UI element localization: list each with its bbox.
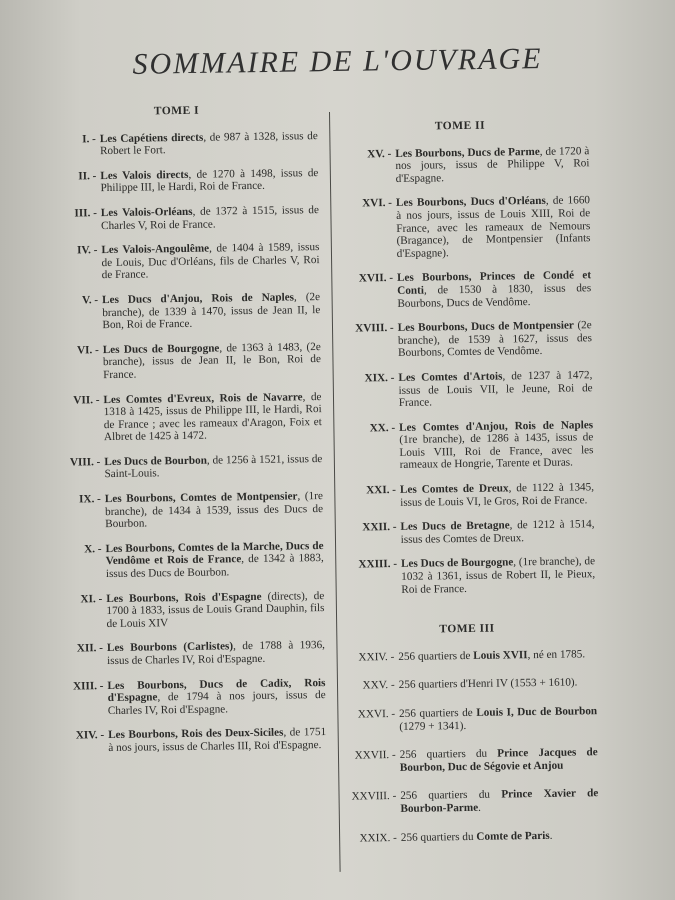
entry-title: Les Bourbons, Ducs de Montpensier <box>397 319 574 335</box>
entry-text <box>107 639 325 667</box>
entry-number: IX. - <box>79 493 101 506</box>
entry-description: , de 1751 à nos jours, issus de Charles III, Roi d'Espagne. <box>108 726 327 755</box>
toc-entry <box>339 677 597 693</box>
entry-description: , de 1404 à 1589, issus de Louis, Duc d'Orléans, fils de Charles V, Roi de France. <box>101 241 320 282</box>
entry-title: Les Comtes d'Artois <box>398 370 503 384</box>
toc-entry <box>38 291 321 333</box>
entry-title: Louis I, Duc de Bourbon <box>476 705 598 719</box>
toc-entry <box>334 369 593 410</box>
toc-entry <box>39 391 322 445</box>
entry-description: (directs), de 1700 à 1833, issus de Louis Grand Dauphin, fils de Louis XIV <box>106 589 325 630</box>
entry-text <box>106 590 325 631</box>
toc-entry <box>43 639 325 668</box>
entry-number: XIX. - <box>364 371 395 385</box>
entry-text <box>400 746 598 774</box>
toc-entry <box>333 270 592 311</box>
entry-description: , de 1372 à 1515, issus de Charles V, Roi de France. <box>100 204 319 232</box>
entry-prefix: 256 quartiers d'Henri IV <box>398 677 511 692</box>
toc-entry <box>335 419 594 473</box>
tome-1-column <box>35 103 326 767</box>
entry-text <box>400 481 594 509</box>
entry-title: Prince Jacques de Bourbon, Duc de Ségovie et Anjou <box>399 746 598 774</box>
entry-text <box>398 319 593 359</box>
tome-3-heading: TOME III <box>439 622 495 636</box>
toc-entry <box>42 540 325 582</box>
entry-title: Comte de Paris <box>476 829 550 843</box>
entry-title: Les Ducs de Bourgogne <box>400 556 514 571</box>
tome-3-entries <box>338 648 599 845</box>
entry-description: , né en 1785. <box>527 648 586 661</box>
entry-description: . <box>549 829 553 842</box>
entry-title: Les Comtes d'Evreux, Rois de Navarre <box>103 390 303 406</box>
entry-number: XVIII. - <box>355 322 394 335</box>
entry-title: Les Bourbons, Ducs de Parme <box>395 145 540 160</box>
entry-description: (2e branche), de 1539 à 1627, issus des Bourbons, Comtes de Vendôme. <box>397 319 592 360</box>
entry-description: (1553 + 1610). <box>510 676 578 690</box>
entry-text <box>101 241 320 282</box>
toc-entry <box>331 145 590 186</box>
entry-title: Prince Xavier de Bourbon-Parme <box>400 787 599 815</box>
entry-title: Les Ducs de Bourbon <box>104 454 207 468</box>
entry-text <box>401 829 599 844</box>
toc-entry <box>36 130 318 159</box>
entry-number: XX. - <box>369 421 396 435</box>
entry-number: XXIII. - <box>358 558 398 571</box>
entry-number: IV. - <box>77 244 98 257</box>
toc-entry <box>37 241 320 283</box>
toc-entry <box>36 167 318 196</box>
entry-text <box>102 291 321 332</box>
entry-text <box>401 556 596 596</box>
entry-prefix: 256 quartiers de <box>398 649 474 663</box>
entry-text <box>399 419 594 472</box>
entry-number: XXI. - <box>366 484 397 497</box>
tome-2-entries <box>331 145 595 597</box>
entry-number: VIII. - <box>69 456 101 469</box>
entry-title: Les Ducs d'Anjou, Rois de Naples <box>102 291 295 307</box>
entry-text <box>400 518 594 546</box>
entry-title: Les Bourbons, Rois d'Espagne <box>106 590 262 605</box>
toc-entry <box>332 195 591 262</box>
entry-number: XXIX. - <box>359 831 397 845</box>
entry-description: , de 1318 à 1425, issus de Philippe III, le Hardi, Roi de France ; avec les rameaux d'Aragon, Foix et Albret de 1425 à 1472. <box>103 390 322 444</box>
toc-entry <box>336 481 594 510</box>
entry-text <box>100 130 318 158</box>
entry-title: Les Ducs de Bretagne <box>400 519 510 534</box>
entry-number: XIV. - <box>75 729 105 742</box>
entry-description: , de 1363 à 1483, (2e branche), issus de Jean II, le Bon, Roi de France. <box>102 340 322 381</box>
entry-title: Les Capétiens directs <box>99 131 204 145</box>
entry-number: VI. - <box>76 343 99 357</box>
entry-number: XI. - <box>80 592 103 606</box>
entry-description: , de 1270 à 1498, issus de Philippe III, le Hardi, Roi de France. <box>100 166 319 195</box>
entry-prefix: 256 quartiers de <box>399 706 477 720</box>
entry-title: Les Ducs de Bourgogne <box>102 342 220 356</box>
page-title: SOMMAIRE DE L'OUVRAGE <box>132 42 543 81</box>
entry-number: XXV. - <box>362 679 395 692</box>
entry-description: , (1re branche), de 1032 à 1361, issus de Robert II, le Pieux, Roi de France. <box>401 555 596 596</box>
entry-number: XII. - <box>76 642 104 655</box>
entry-title: Les Bourbons, Comtes de Montpensier <box>104 490 298 506</box>
entry-number: I. - <box>82 132 96 145</box>
entry-title: Les Bourbons, Ducs de Cadix, Rois d'Espagne <box>107 676 326 705</box>
entry-text <box>104 453 322 481</box>
entry-title: Les Bourbons, Rois des Deux-Siciles <box>108 726 284 742</box>
entry-number: XXVI. - <box>357 707 396 721</box>
entry-text <box>103 341 322 382</box>
tome-1-entries <box>36 130 327 756</box>
entry-title: Les Bourbons, Ducs d'Orléans <box>395 195 546 210</box>
tome-1-heading: TOME I <box>153 104 200 118</box>
entry-description: , de 1342 à 1883, issus des Ducs de Bourbon. <box>105 552 324 581</box>
entry-description: , de 1212 à 1514, issus des Comtes de Dreux. <box>400 518 595 546</box>
entry-title: Les Valois-Orléans <box>100 205 193 220</box>
entry-number: VII. - <box>73 393 100 406</box>
entry-number: XV. - <box>367 147 392 160</box>
entry-description: , de 1530 à 1830, issus des Bourbons, Ducs de Vendôme. <box>397 282 592 310</box>
toc-entry <box>336 518 594 547</box>
entry-text <box>399 705 597 733</box>
entry-text <box>398 369 593 409</box>
entry-description: , de 1720 à nos jours, issus de Philippe V, Roi d'Espagne. <box>395 144 590 185</box>
entry-description: , de 1788 à 1936, issus de Charles IV, Roi d'Espagne. <box>107 639 326 668</box>
entry-prefix: 256 quartiers du <box>400 788 502 803</box>
entry-number: XXIV. - <box>358 650 395 664</box>
entry-text <box>400 788 598 816</box>
entry-number: XXVII. - <box>354 749 396 762</box>
toc-entry <box>339 705 597 734</box>
entry-text <box>397 270 592 310</box>
toc-entry <box>37 204 319 233</box>
entry-text <box>395 145 590 185</box>
entry-text <box>101 204 319 232</box>
entry-description: (1279 + 1341). <box>399 719 467 733</box>
toc-entry <box>334 319 593 360</box>
toc-entry <box>42 590 325 632</box>
entry-title: Les Bourbons, Comtes de la Marche, Ducs de Vendôme et Rois de France <box>105 539 324 568</box>
entry-text <box>103 391 322 444</box>
entry-description: , de 1122 à 1345, issus de Louis VI, le Gros, Roi de France. <box>400 481 595 509</box>
entry-title: Les Comtes de Dreux <box>399 482 509 496</box>
entry-number: XVI. - <box>362 197 393 210</box>
entry-number: XXVIII. - <box>351 790 397 803</box>
entry-title: Les Bourbons (Carlistes) <box>106 640 234 655</box>
entry-text <box>105 490 324 531</box>
entry-number: III. - <box>74 207 97 220</box>
toc-entry <box>43 677 326 719</box>
entry-description: (1re branche), de 1286 à 1435, issus de Louis VIII, Roi de France, avec les rameaux de Hongrie, Tarente et Duras. <box>399 431 594 472</box>
entry-prefix: 256 quartiers du <box>399 747 498 762</box>
entry-text <box>396 195 591 261</box>
entry-description: , de 987 à 1328, issus de Robert le Fort. <box>99 129 318 158</box>
toc-entry <box>39 341 322 383</box>
toc-entry <box>341 829 599 845</box>
entry-description: , de 1237 à 1472, issus de Louis VII, le Jeune, Roi de France. <box>398 369 593 410</box>
entry-number: X. - <box>84 542 102 556</box>
entry-title: Les Comtes d'Anjou, Rois de Naples <box>399 418 594 434</box>
entry-number: V. - <box>82 294 99 307</box>
entry-text <box>108 726 326 754</box>
entry-text <box>100 167 318 195</box>
entry-title: Les Valois-Angoulême <box>101 242 210 257</box>
entry-number: XVII. - <box>358 272 394 285</box>
tome-2-3-column <box>331 118 599 861</box>
toc-entry <box>40 453 322 482</box>
toc-entry <box>44 726 326 755</box>
entry-title: Louis XVII <box>473 648 528 662</box>
entry-description: , de 1794 à nos jours, issus de Charles IV, Roi d'Espagne. <box>107 689 326 717</box>
toc-entry <box>340 788 598 817</box>
toc-entry <box>41 490 324 532</box>
toc-entry <box>338 648 596 664</box>
entry-text <box>399 677 597 692</box>
entry-text <box>107 677 326 718</box>
entry-prefix: 256 quartiers du <box>400 830 477 844</box>
tome-2-heading: TOME II <box>434 119 486 133</box>
entry-description: , de 1256 à 1521, issus de Saint-Louis. <box>104 452 323 481</box>
entry-number: II. - <box>78 169 97 183</box>
entry-description: , (2e branche), de 1339 à 1470, issus de Jean II, le Bon, Roi de France. <box>102 290 321 332</box>
entry-description: , (1re branche), de 1434 à 1539, issus des Ducs de Bourbon. <box>104 490 324 531</box>
entry-text <box>398 648 596 663</box>
entry-number: XIII. - <box>72 679 104 693</box>
entry-title: Les Bourbons, Princes de Condé et Conti <box>396 269 592 297</box>
entry-number: XXII. - <box>362 521 397 534</box>
entry-description: . <box>478 801 482 814</box>
toc-entry <box>337 556 596 597</box>
entry-text <box>105 540 324 581</box>
entry-title: Les Valois directs <box>100 168 189 182</box>
entry-description: , de 1660 à nos jours, issus de Louis XIII, Roi de France, avec les rameaux de Nemours (Bragance), de Montpensier (Infants d'Espagne). <box>396 194 591 260</box>
toc-entry <box>340 746 598 775</box>
